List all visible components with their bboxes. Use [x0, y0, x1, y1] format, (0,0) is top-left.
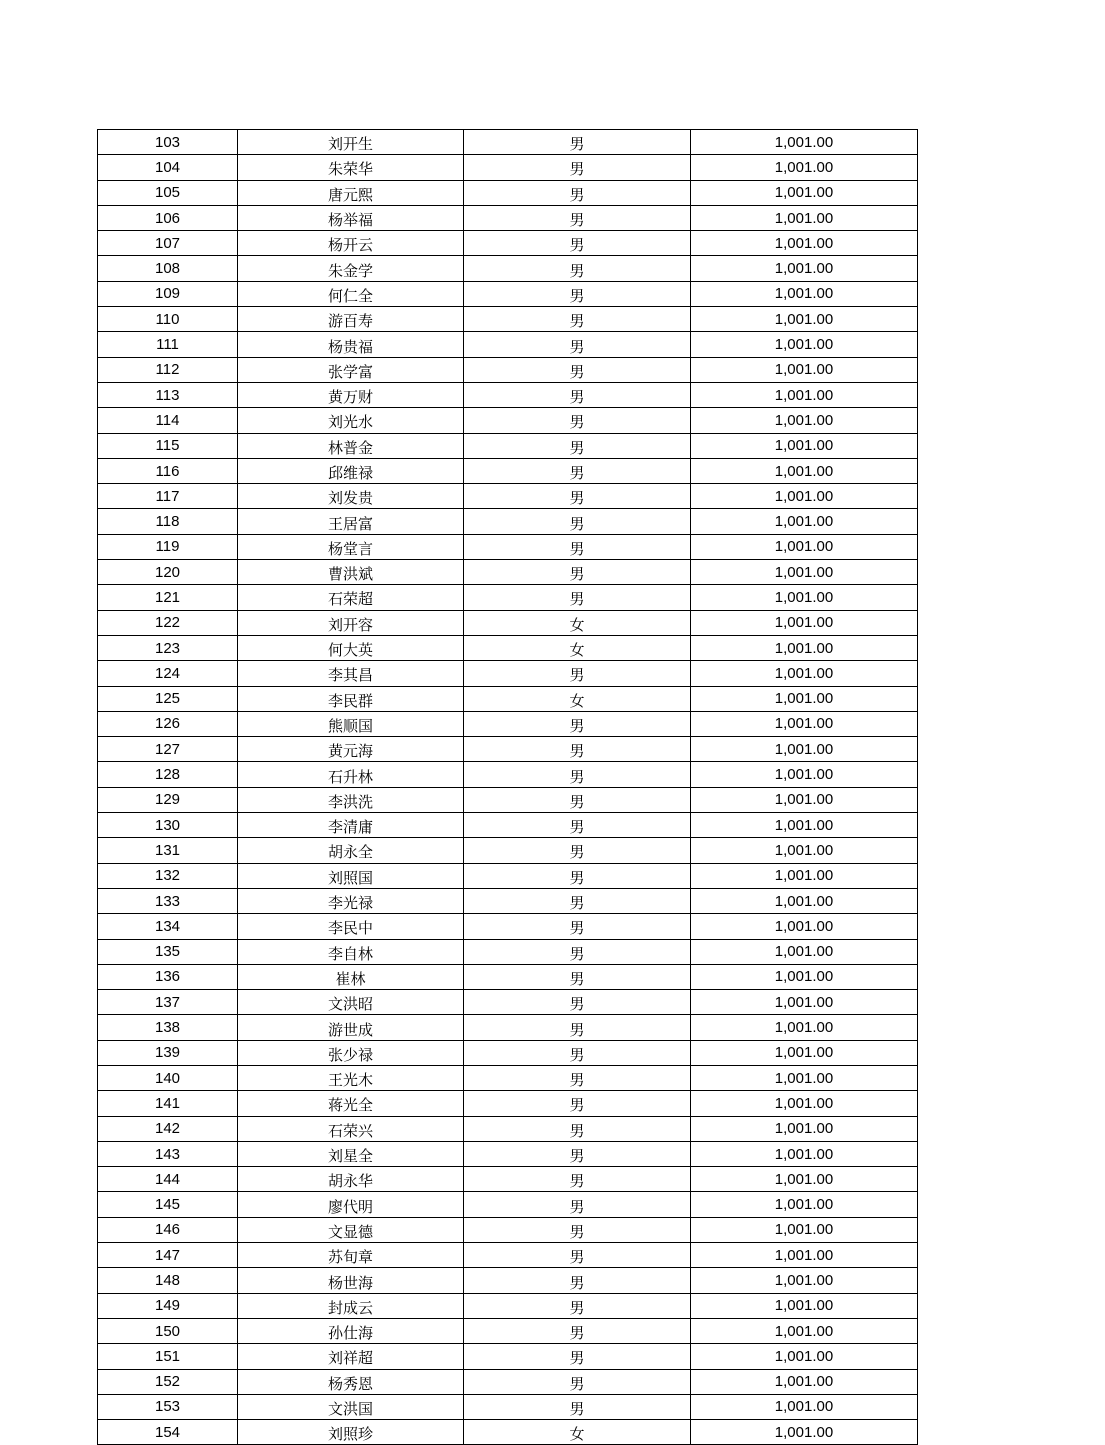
row-number-cell: 131 [98, 838, 238, 863]
table-row [98, 357, 918, 382]
row-number-cell: 125 [98, 686, 238, 711]
gender-cell: 女 [464, 610, 691, 635]
gender-cell: 男 [464, 180, 691, 205]
amount-cell: 1,001.00 [691, 408, 918, 433]
amount-cell: 1,001.00 [691, 256, 918, 281]
row-number-cell: 132 [98, 863, 238, 888]
amount-cell: 1,001.00 [691, 382, 918, 407]
row-number-cell: 153 [98, 1394, 238, 1419]
row-number-cell: 120 [98, 560, 238, 585]
table-row [98, 509, 918, 534]
name-cell: 李自林 [238, 939, 464, 964]
row-number-cell: 112 [98, 357, 238, 382]
name-cell: 何大英 [238, 635, 464, 660]
amount-cell: 1,001.00 [691, 990, 918, 1015]
table-row [98, 1268, 918, 1293]
row-number-cell: 126 [98, 711, 238, 736]
gender-cell: 男 [464, 1167, 691, 1192]
gender-cell: 女 [464, 686, 691, 711]
name-cell: 刘照珍 [238, 1420, 464, 1445]
amount-cell: 1,001.00 [691, 1394, 918, 1419]
gender-cell: 女 [464, 635, 691, 660]
name-cell: 文洪国 [238, 1394, 464, 1419]
amount-cell: 1,001.00 [691, 1344, 918, 1369]
amount-cell: 1,001.00 [691, 1192, 918, 1217]
amount-cell: 1,001.00 [691, 560, 918, 585]
table-row [98, 1318, 918, 1343]
gender-cell: 男 [464, 1015, 691, 1040]
table-row [98, 1192, 918, 1217]
gender-cell: 男 [464, 914, 691, 939]
row-number-cell: 151 [98, 1344, 238, 1369]
row-number-cell: 149 [98, 1293, 238, 1318]
table-row [98, 1344, 918, 1369]
table-row [98, 661, 918, 686]
amount-cell: 1,001.00 [691, 711, 918, 736]
row-number-cell: 150 [98, 1318, 238, 1343]
row-number-cell: 106 [98, 205, 238, 230]
name-cell: 杨世海 [238, 1268, 464, 1293]
gender-cell: 男 [464, 1293, 691, 1318]
table-row [98, 332, 918, 357]
name-cell: 胡永全 [238, 838, 464, 863]
gender-cell: 男 [464, 585, 691, 610]
table-row [98, 560, 918, 585]
amount-cell: 1,001.00 [691, 914, 918, 939]
row-number-cell: 144 [98, 1167, 238, 1192]
row-number-cell: 107 [98, 231, 238, 256]
name-cell: 李民中 [238, 914, 464, 939]
amount-cell: 1,001.00 [691, 686, 918, 711]
name-cell: 李洪洗 [238, 787, 464, 812]
row-number-cell: 135 [98, 939, 238, 964]
amount-cell: 1,001.00 [691, 1040, 918, 1065]
table-row [98, 711, 918, 736]
table-row [98, 1420, 918, 1445]
row-number-cell: 133 [98, 888, 238, 913]
row-number-cell: 109 [98, 281, 238, 306]
gender-cell: 男 [464, 939, 691, 964]
gender-cell: 男 [464, 1091, 691, 1116]
row-number-cell: 129 [98, 787, 238, 812]
row-number-cell: 140 [98, 1065, 238, 1090]
gender-cell: 男 [464, 205, 691, 230]
gender-cell: 女 [464, 1420, 691, 1445]
row-number-cell: 143 [98, 1141, 238, 1166]
row-number-cell: 147 [98, 1243, 238, 1268]
table-row [98, 307, 918, 332]
name-cell: 杨举福 [238, 205, 464, 230]
gender-cell: 男 [464, 281, 691, 306]
amount-cell: 1,001.00 [691, 130, 918, 155]
amount-cell: 1,001.00 [691, 661, 918, 686]
table-row [98, 964, 918, 989]
table-row [98, 888, 918, 913]
table-row [98, 281, 918, 306]
row-number-cell: 142 [98, 1116, 238, 1141]
name-cell: 刘开容 [238, 610, 464, 635]
row-number-cell: 146 [98, 1217, 238, 1242]
gender-cell: 男 [464, 661, 691, 686]
name-cell: 苏旬章 [238, 1243, 464, 1268]
gender-cell: 男 [464, 838, 691, 863]
row-number-cell: 123 [98, 635, 238, 660]
table-row [98, 1369, 918, 1394]
gender-cell: 男 [464, 737, 691, 762]
name-cell: 石升林 [238, 762, 464, 787]
gender-cell: 男 [464, 1243, 691, 1268]
name-cell: 杨开云 [238, 231, 464, 256]
amount-cell: 1,001.00 [691, 458, 918, 483]
name-cell: 林普金 [238, 433, 464, 458]
name-cell: 刘开生 [238, 130, 464, 155]
amount-cell: 1,001.00 [691, 838, 918, 863]
name-cell: 文洪昭 [238, 990, 464, 1015]
table-row [98, 484, 918, 509]
name-cell: 张学富 [238, 357, 464, 382]
row-number-cell: 139 [98, 1040, 238, 1065]
gender-cell: 男 [464, 762, 691, 787]
amount-cell: 1,001.00 [691, 484, 918, 509]
row-number-cell: 152 [98, 1369, 238, 1394]
name-cell: 李清庸 [238, 813, 464, 838]
name-cell: 朱金学 [238, 256, 464, 281]
row-number-cell: 103 [98, 130, 238, 155]
name-cell: 刘星全 [238, 1141, 464, 1166]
table-row [98, 1040, 918, 1065]
gender-cell: 男 [464, 357, 691, 382]
table-row [98, 863, 918, 888]
amount-cell: 1,001.00 [691, 155, 918, 180]
roster-table [97, 129, 918, 1445]
amount-cell: 1,001.00 [691, 1091, 918, 1116]
amount-cell: 1,001.00 [691, 205, 918, 230]
row-number-cell: 130 [98, 813, 238, 838]
gender-cell: 男 [464, 534, 691, 559]
gender-cell: 男 [464, 1217, 691, 1242]
amount-cell: 1,001.00 [691, 1116, 918, 1141]
row-number-cell: 104 [98, 155, 238, 180]
amount-cell: 1,001.00 [691, 1141, 918, 1166]
gender-cell: 男 [464, 332, 691, 357]
amount-cell: 1,001.00 [691, 1293, 918, 1318]
table-row [98, 610, 918, 635]
table-row [98, 1293, 918, 1318]
table-row [98, 813, 918, 838]
row-number-cell: 117 [98, 484, 238, 509]
name-cell: 曹洪斌 [238, 560, 464, 585]
gender-cell: 男 [464, 130, 691, 155]
gender-cell: 男 [464, 813, 691, 838]
name-cell: 刘光水 [238, 408, 464, 433]
amount-cell: 1,001.00 [691, 888, 918, 913]
amount-cell: 1,001.00 [691, 281, 918, 306]
name-cell: 杨秀恩 [238, 1369, 464, 1394]
roster-table-body [98, 130, 918, 1445]
table-row [98, 534, 918, 559]
amount-cell: 1,001.00 [691, 534, 918, 559]
row-number-cell: 115 [98, 433, 238, 458]
table-row [98, 737, 918, 762]
gender-cell: 男 [464, 1065, 691, 1090]
gender-cell: 男 [464, 155, 691, 180]
amount-cell: 1,001.00 [691, 585, 918, 610]
name-cell: 王光木 [238, 1065, 464, 1090]
row-number-cell: 119 [98, 534, 238, 559]
name-cell: 杨堂言 [238, 534, 464, 559]
name-cell: 石荣超 [238, 585, 464, 610]
table-row [98, 155, 918, 180]
name-cell: 唐元熙 [238, 180, 464, 205]
row-number-cell: 121 [98, 585, 238, 610]
row-number-cell: 105 [98, 180, 238, 205]
table-row [98, 939, 918, 964]
table-row [98, 458, 918, 483]
row-number-cell: 148 [98, 1268, 238, 1293]
table-row [98, 762, 918, 787]
row-number-cell: 124 [98, 661, 238, 686]
table-row [98, 1243, 918, 1268]
name-cell: 熊顺国 [238, 711, 464, 736]
row-number-cell: 141 [98, 1091, 238, 1116]
amount-cell: 1,001.00 [691, 737, 918, 762]
name-cell: 文显德 [238, 1217, 464, 1242]
gender-cell: 男 [464, 408, 691, 433]
amount-cell: 1,001.00 [691, 813, 918, 838]
amount-cell: 1,001.00 [691, 1217, 918, 1242]
gender-cell: 男 [464, 787, 691, 812]
amount-cell: 1,001.00 [691, 231, 918, 256]
row-number-cell: 136 [98, 964, 238, 989]
name-cell: 游百寿 [238, 307, 464, 332]
gender-cell: 男 [464, 433, 691, 458]
gender-cell: 男 [464, 1369, 691, 1394]
table-row [98, 787, 918, 812]
row-number-cell: 113 [98, 382, 238, 407]
gender-cell: 男 [464, 1192, 691, 1217]
table-row [98, 205, 918, 230]
gender-cell: 男 [464, 888, 691, 913]
amount-cell: 1,001.00 [691, 332, 918, 357]
table-row [98, 130, 918, 155]
table-row [98, 256, 918, 281]
table-row [98, 1116, 918, 1141]
amount-cell: 1,001.00 [691, 762, 918, 787]
table-row [98, 231, 918, 256]
name-cell: 黄万财 [238, 382, 464, 407]
name-cell: 李光禄 [238, 888, 464, 913]
amount-cell: 1,001.00 [691, 180, 918, 205]
gender-cell: 男 [464, 863, 691, 888]
table-row [98, 1065, 918, 1090]
row-number-cell: 116 [98, 458, 238, 483]
table-row [98, 585, 918, 610]
gender-cell: 男 [464, 1116, 691, 1141]
amount-cell: 1,001.00 [691, 1268, 918, 1293]
table-row [98, 1394, 918, 1419]
name-cell: 杨贵福 [238, 332, 464, 357]
amount-cell: 1,001.00 [691, 433, 918, 458]
row-number-cell: 128 [98, 762, 238, 787]
amount-cell: 1,001.00 [691, 509, 918, 534]
amount-cell: 1,001.00 [691, 1065, 918, 1090]
row-number-cell: 118 [98, 509, 238, 534]
gender-cell: 男 [464, 711, 691, 736]
table-row [98, 1167, 918, 1192]
table-row [98, 990, 918, 1015]
name-cell: 石荣兴 [238, 1116, 464, 1141]
name-cell: 刘发贵 [238, 484, 464, 509]
amount-cell: 1,001.00 [691, 610, 918, 635]
gender-cell: 男 [464, 560, 691, 585]
table-row [98, 1091, 918, 1116]
table-row [98, 433, 918, 458]
gender-cell: 男 [464, 1040, 691, 1065]
table-row [98, 1217, 918, 1242]
name-cell: 邱维禄 [238, 458, 464, 483]
name-cell: 蒋光全 [238, 1091, 464, 1116]
gender-cell: 男 [464, 509, 691, 534]
table-row [98, 914, 918, 939]
name-cell: 封成云 [238, 1293, 464, 1318]
row-number-cell: 114 [98, 408, 238, 433]
amount-cell: 1,001.00 [691, 635, 918, 660]
table-row [98, 838, 918, 863]
gender-cell: 男 [464, 307, 691, 332]
amount-cell: 1,001.00 [691, 1015, 918, 1040]
row-number-cell: 137 [98, 990, 238, 1015]
row-number-cell: 108 [98, 256, 238, 281]
gender-cell: 男 [464, 1318, 691, 1343]
gender-cell: 男 [464, 382, 691, 407]
amount-cell: 1,001.00 [691, 1243, 918, 1268]
gender-cell: 男 [464, 458, 691, 483]
table-row [98, 1141, 918, 1166]
amount-cell: 1,001.00 [691, 307, 918, 332]
name-cell: 崔林 [238, 964, 464, 989]
name-cell: 游世成 [238, 1015, 464, 1040]
row-number-cell: 111 [98, 332, 238, 357]
gender-cell: 男 [464, 256, 691, 281]
name-cell: 刘照国 [238, 863, 464, 888]
name-cell: 李其昌 [238, 661, 464, 686]
name-cell: 王居富 [238, 509, 464, 534]
name-cell: 廖代明 [238, 1192, 464, 1217]
row-number-cell: 154 [98, 1420, 238, 1445]
amount-cell: 1,001.00 [691, 1318, 918, 1343]
table-row [98, 1015, 918, 1040]
amount-cell: 1,001.00 [691, 1167, 918, 1192]
row-number-cell: 138 [98, 1015, 238, 1040]
gender-cell: 男 [464, 1344, 691, 1369]
row-number-cell: 145 [98, 1192, 238, 1217]
name-cell: 李民群 [238, 686, 464, 711]
gender-cell: 男 [464, 1141, 691, 1166]
name-cell: 刘祥超 [238, 1344, 464, 1369]
table-row [98, 635, 918, 660]
name-cell: 黄元海 [238, 737, 464, 762]
gender-cell: 男 [464, 990, 691, 1015]
amount-cell: 1,001.00 [691, 939, 918, 964]
row-number-cell: 127 [98, 737, 238, 762]
name-cell: 胡永华 [238, 1167, 464, 1192]
table-row [98, 180, 918, 205]
gender-cell: 男 [464, 231, 691, 256]
row-number-cell: 110 [98, 307, 238, 332]
name-cell: 何仁全 [238, 281, 464, 306]
name-cell: 朱荣华 [238, 155, 464, 180]
amount-cell: 1,001.00 [691, 787, 918, 812]
row-number-cell: 134 [98, 914, 238, 939]
row-number-cell: 122 [98, 610, 238, 635]
table-row [98, 382, 918, 407]
gender-cell: 男 [464, 1268, 691, 1293]
amount-cell: 1,001.00 [691, 1420, 918, 1445]
amount-cell: 1,001.00 [691, 357, 918, 382]
amount-cell: 1,001.00 [691, 1369, 918, 1394]
gender-cell: 男 [464, 964, 691, 989]
gender-cell: 男 [464, 1394, 691, 1419]
table-row [98, 408, 918, 433]
table-row [98, 686, 918, 711]
name-cell: 孙仕海 [238, 1318, 464, 1343]
amount-cell: 1,001.00 [691, 863, 918, 888]
name-cell: 张少禄 [238, 1040, 464, 1065]
gender-cell: 男 [464, 484, 691, 509]
amount-cell: 1,001.00 [691, 964, 918, 989]
